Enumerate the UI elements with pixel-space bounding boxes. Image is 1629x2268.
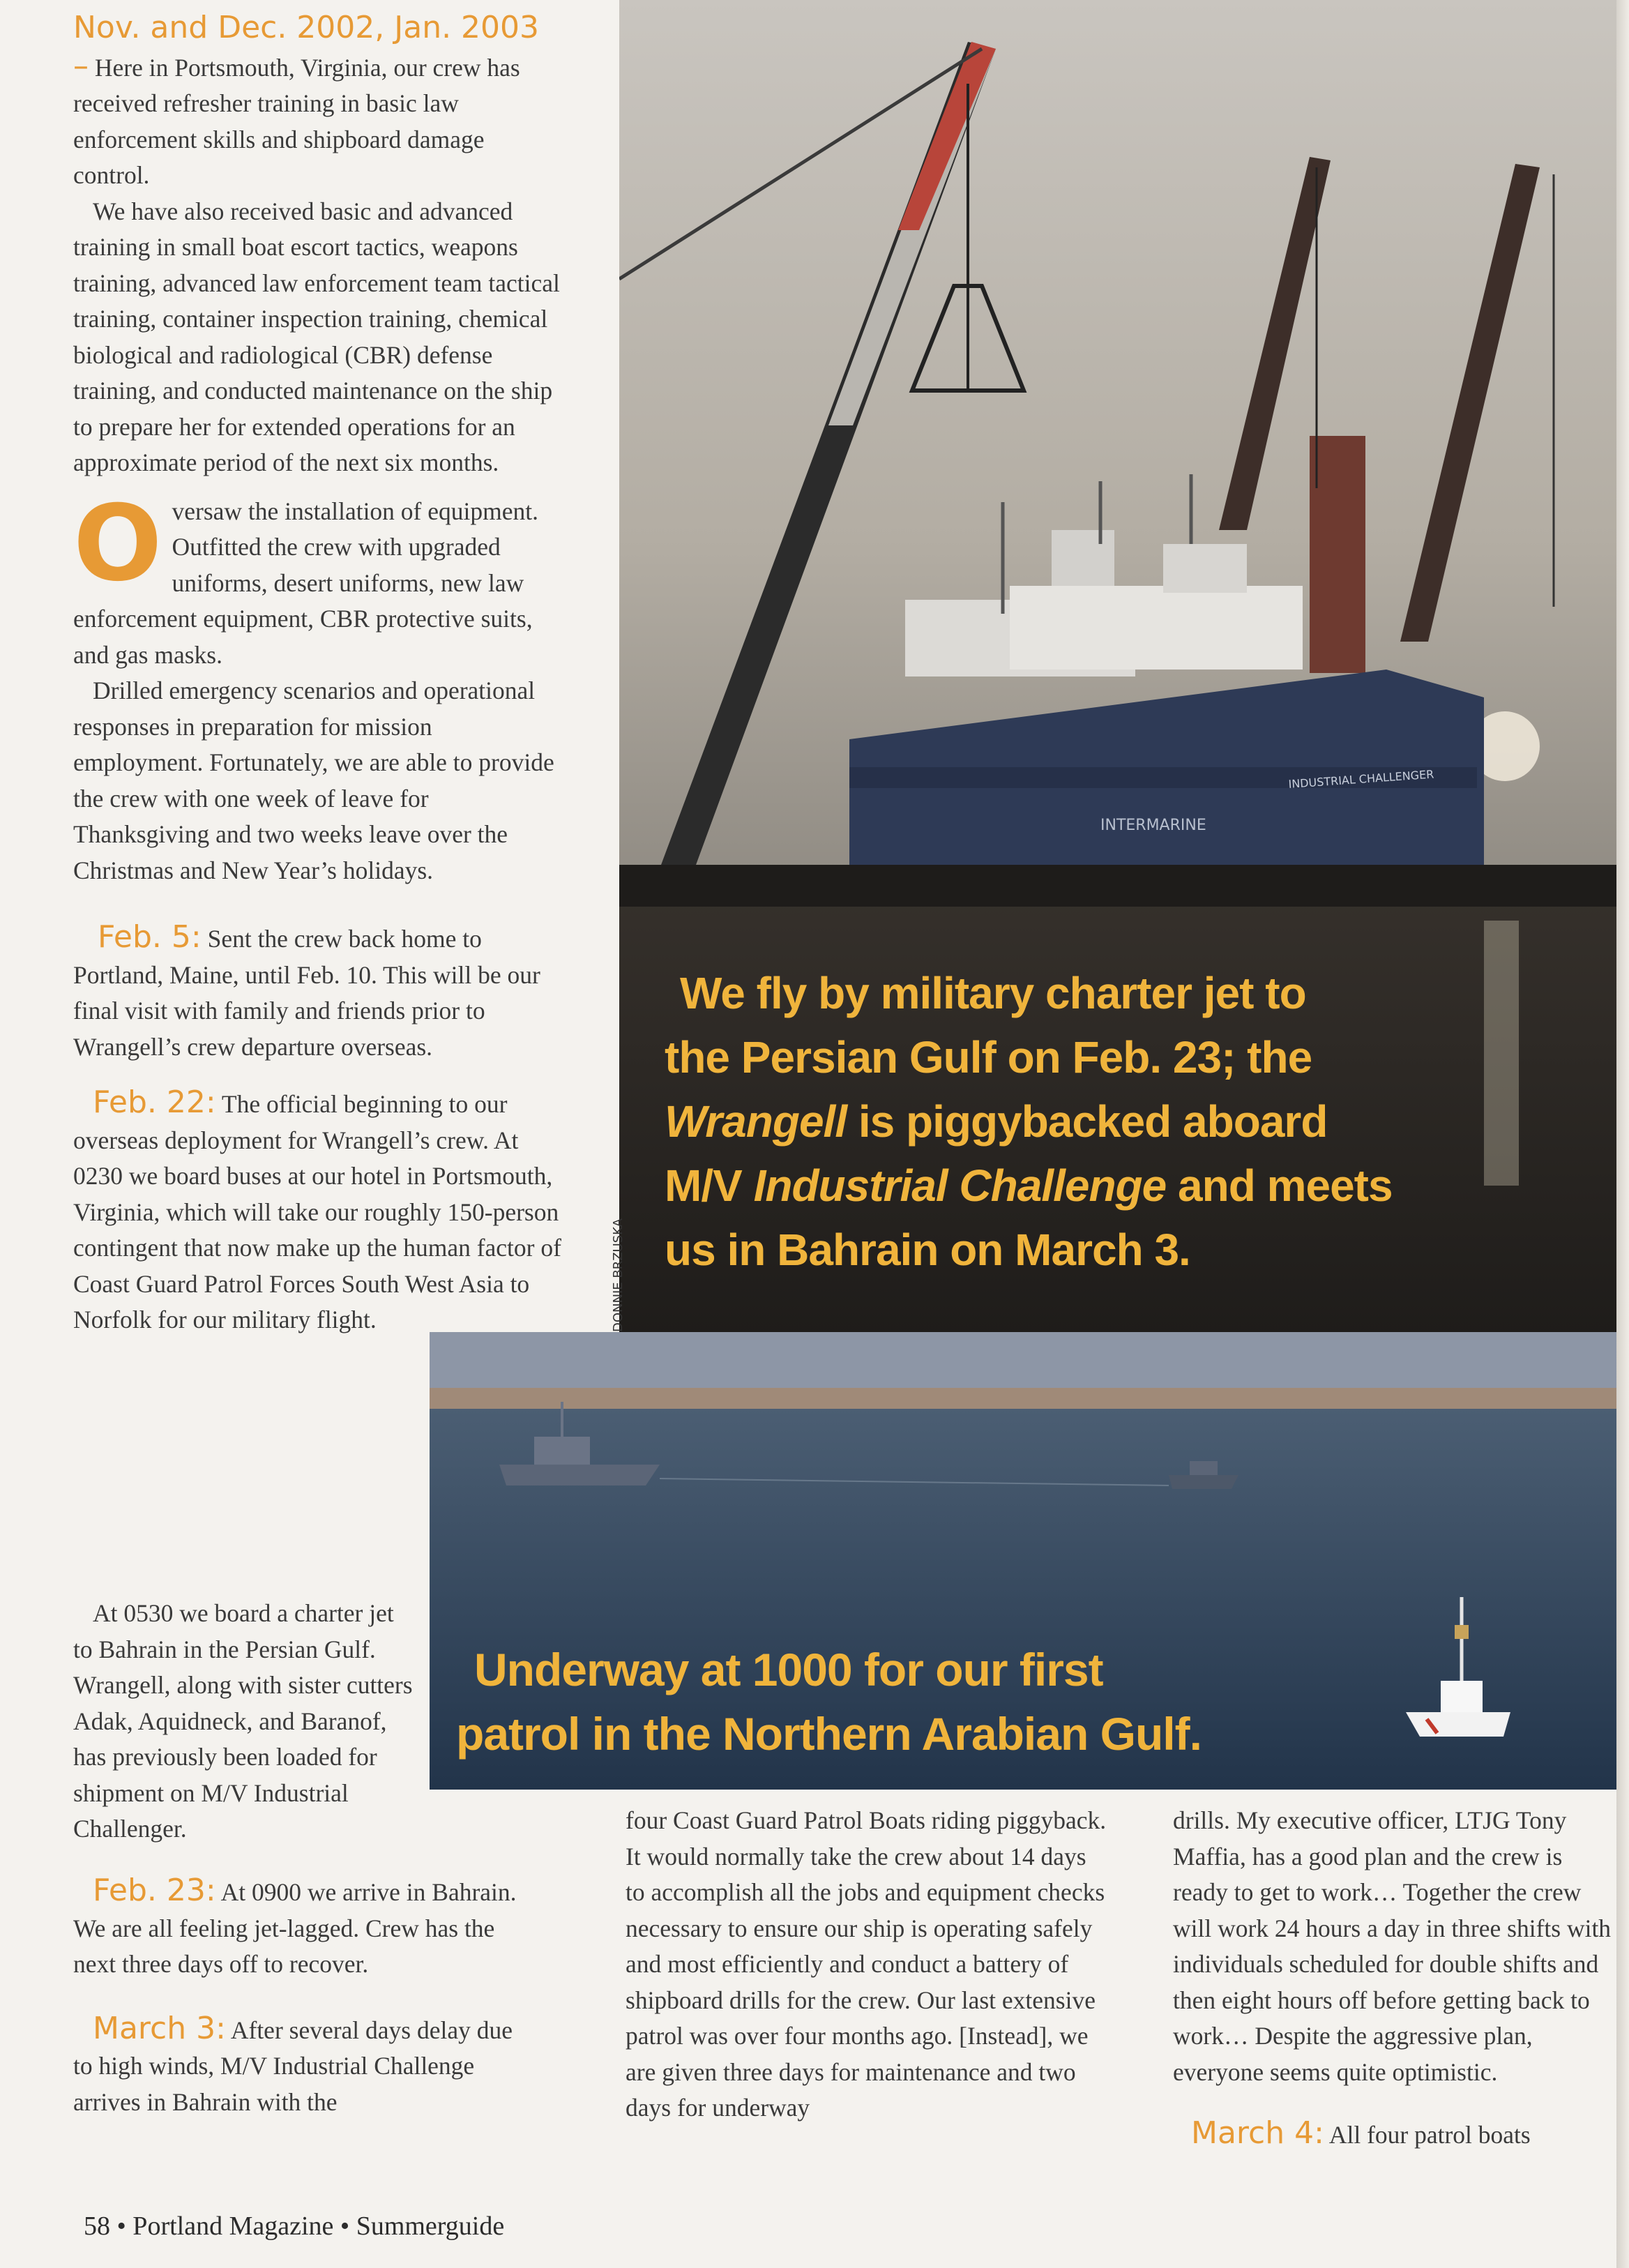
- paragraph: We have also received basic and advanced training in small boat escort tactics, weapons training, advanced law enforcement team tactical training, container inspection training, chemical biological and radiological (CBR) defense training, and conducted maintenance on the ship to prepare her for extended operations for an approximate period of the next six months.: [73, 197, 560, 476]
- ship-hull-name: INDUSTRIAL CHALLENGER: [1287, 767, 1434, 791]
- paragraph-oversaw: [73, 483, 561, 674]
- caption-line: M/V Industrial Challenge and meets: [665, 1161, 1393, 1211]
- entry-heading: Feb. 5:: [98, 919, 202, 955]
- entry-mar4: [1173, 2115, 1619, 2154]
- entry-feb23: [73, 1873, 533, 1983]
- paragraph-text: versaw the installation of equipment. Outfitted the crew with upgraded uniforms, desert uniforms, new law enforcement equipment, CBR protective suits, and gas masks.: [73, 497, 538, 669]
- photo-cranes-ship: [619, 0, 1616, 1360]
- entry-nov-dec: [73, 10, 561, 194]
- entry-text: At 0900 we arrive in Bahrain. We are all feeling jet-lagged. Crew has the next three days off to recover.: [73, 1878, 517, 1978]
- text-column-left-bottom: [73, 1873, 533, 2120]
- caption-line: Wrangell is piggybacked aboard: [665, 1096, 1328, 1147]
- caption-underway: [456, 1638, 1363, 1766]
- entry-heading: March 4:: [1191, 2115, 1324, 2151]
- text-column-right: [1173, 1803, 1619, 2154]
- text-column-left: [73, 10, 561, 1338]
- entry-text: Here in Portsmouth, Virginia, our crew has received refresher training in basic law enforcement skills and shipboard damage control.: [73, 53, 520, 189]
- entry-feb5: [73, 919, 561, 1065]
- caption-charter-jet: [665, 961, 1432, 1282]
- page-edge: [1616, 0, 1629, 2268]
- entry-text: The official beginning to our overseas deployment for Wrangell’s crew. At 0230 we board buses at our hotel in Portsmouth, Virginia, which will take our roughly 150-person contingent that now make up the human factor of Coast Guard Patrol Forces South West Asia to Norfolk for our military flight.: [73, 1090, 561, 1333]
- caption-line: patrol in the Northern Arabian Gulf.: [456, 1708, 1202, 1760]
- entry-heading: Feb. 22:: [93, 1084, 216, 1120]
- text-column-left-lower: [73, 1596, 415, 1847]
- entry-text: Sent the crew back home to Portland, Maine, until Feb. 10. This will be our final visit with family and friends prior to Wrangell’s crew departure overseas.: [73, 925, 540, 1061]
- entry-heading: Feb. 23:: [93, 1873, 216, 1908]
- caption-line: Underway at 1000 for our first: [474, 1644, 1103, 1695]
- paragraph: Drilled emergency scenarios and operational responses in preparation for mission employment. Fortunately, we are able to provide the crew with one week of leave for Thanksgiving and two weeks leave over the Christmas and New Year’s holidays.: [73, 676, 554, 884]
- caption-line: us in Bahrain on March 3.: [665, 1225, 1190, 1275]
- photo-patrol-sea: [430, 1332, 1616, 1790]
- paragraph: drills. My executive officer, LTJG Tony Maffia, has a good plan and the crew is ready to get to work… Together the crew will work 24 hours a day in three shifts with individuals scheduled for double shifts and then eight hours off before getting back to work… Despite the aggressive plan, everyone seems quite optimistic.: [1173, 1806, 1612, 2086]
- entry-heading: March 3:: [93, 2010, 226, 2046]
- caption-line: the Persian Gulf on Feb. 23; the: [665, 1032, 1312, 1082]
- entry-text: All four patrol boats: [1328, 2121, 1531, 2149]
- photo-credit: DONNIE BRZUSKA: [611, 1218, 626, 1332]
- page-footer: 58 • Portland Magazine • Summerguide: [84, 2212, 505, 2241]
- paragraph: At 0530 we board a charter jet to Bahrain in the Persian Gulf. Wrangell, along with sister cutters Adak, Aquidneck, and Baranof, has previously been loaded for shipment on M/V Industrial Challenger.: [73, 1599, 413, 1843]
- entry-feb22: [73, 1084, 561, 1338]
- text-column-middle: [626, 1803, 1107, 2126]
- ship-side-text: INTERMARINE: [1100, 817, 1206, 834]
- entry-mar3: [73, 2011, 533, 2121]
- drop-cap: O: [73, 483, 162, 605]
- entry-heading: Nov. and Dec. 2002, Jan. 2003 –: [73, 10, 540, 84]
- entry-text: After several days delay due to high winds, M/V Industrial Challenge arrives in Bahrain with the: [73, 2016, 513, 2116]
- paragraph: four Coast Guard Patrol Boats riding piggyback. It would normally take the crew about 14 days to accomplish all the jobs and equipment checks necessary to ensure our ship is operating safely and most efficiently and conduct a battery of shipboard drills for the crew. Our last extensive patrol was over four months ago. [Instead], we are given three days for maintenance and two days for underway: [626, 1806, 1107, 2122]
- caption-line: We fly by military charter jet to: [680, 968, 1306, 1018]
